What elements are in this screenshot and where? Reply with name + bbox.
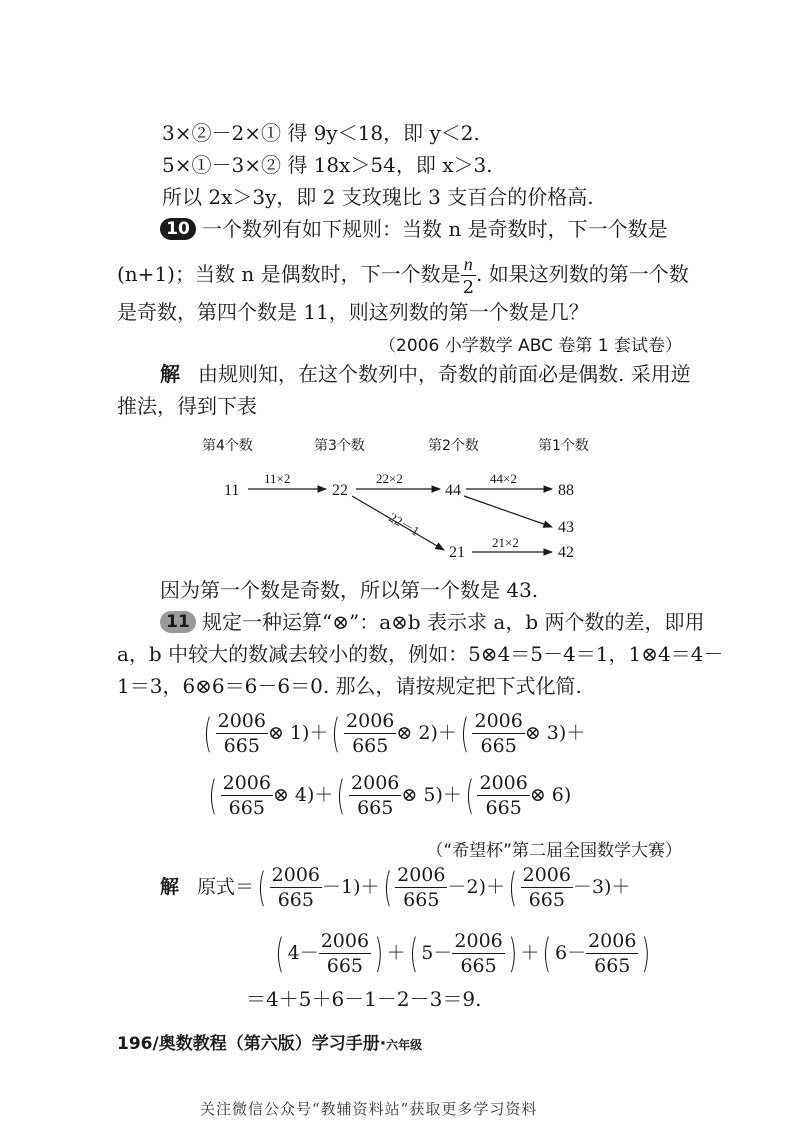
edge-label-21x2: 21×2 bbox=[492, 535, 519, 550]
problem-10-conclusion: 因为第一个数是奇数，所以第一个数是 43. bbox=[160, 578, 539, 602]
op-1: ⊗ 1)＋ bbox=[267, 722, 329, 744]
problem-10-text-2a: (n+1)；当数 n 是偶数时，下一个数是 bbox=[117, 262, 461, 286]
fraction-2006-665: $\frac{2006}{665}$ bbox=[346, 710, 395, 757]
fraction-2006-665: $\frac{2006}{665}$ bbox=[588, 930, 637, 977]
op-6: ⊗ 6) bbox=[529, 784, 572, 806]
node-22: 22 bbox=[332, 482, 348, 499]
fraction-denominator: 2 bbox=[462, 276, 475, 298]
equation-line-1: 3×②－2×① 得 9y＜18，即 y＜2. bbox=[162, 121, 480, 145]
problem-10-line-3: 是奇数，第四个数是 11，则这列数的第一个数是几？ bbox=[117, 300, 589, 324]
step1-term-1: －1)＋ bbox=[322, 876, 380, 898]
op-3: ⊗ 3)＋ bbox=[524, 722, 586, 744]
step2-term-2: 5－ bbox=[421, 942, 453, 964]
node-42: 42 bbox=[558, 544, 574, 561]
book-title: 奥数教程（第六版）学习手册· bbox=[158, 1034, 387, 1054]
page-footer bbox=[117, 1029, 422, 1054]
header-3rd: 第3个数 bbox=[314, 438, 365, 454]
edge-label-22-1: 22－1 bbox=[386, 509, 423, 539]
n-over-2-fraction bbox=[461, 255, 476, 297]
watermark: 关注微信公众号“教辅资料站”获取更多学习资料 bbox=[200, 1100, 538, 1118]
problem-11-line-2: a，b 中较大的数减去较小的数，例如：5⊗4＝5－4＝1，1⊗4＝4－ bbox=[117, 642, 724, 666]
problem-10-text-1: 一个数列有如下规则：当数 n 是奇数时，下一个数是 bbox=[202, 217, 668, 241]
reverse-sequence-diagram bbox=[190, 428, 610, 573]
conclusion-line: 所以 2x＞3y，即 2 支玫瑰比 3 支百合的价格高. bbox=[162, 185, 594, 209]
problem-10-source: （2006 小学数学 ABC 卷第 1 套试卷） bbox=[379, 336, 682, 356]
solution-label: 解 bbox=[160, 362, 180, 386]
fraction-2006-665: $\frac{2006}{665}$ bbox=[479, 772, 528, 819]
equation-line-2: 5×①－3×② 得 18x＞54，即 x＞3. bbox=[162, 153, 493, 177]
node-88: 88 bbox=[558, 482, 574, 499]
solution-final: ＝4＋5＋6－1－2－3＝9. bbox=[246, 987, 482, 1011]
fraction-2006-665: $\frac{2006}{665}$ bbox=[271, 864, 320, 911]
step2-term-1: 4－ bbox=[287, 942, 319, 964]
page-number: 196/ bbox=[117, 1034, 159, 1054]
fraction-2006-665: $\frac{2006}{665}$ bbox=[217, 710, 266, 757]
step1-term-3: －3)＋ bbox=[572, 876, 631, 898]
fraction-numerator: n bbox=[463, 253, 473, 274]
header-4th: 第4个数 bbox=[202, 438, 253, 454]
fraction-2006-665: $\frac{2006}{665}$ bbox=[522, 864, 571, 911]
node-44: 44 bbox=[445, 482, 461, 499]
node-21: 21 bbox=[449, 544, 465, 561]
expression-row-2: ( $\frac{2006}{665}$ ⊗ 4)＋( $\frac{2006}{665}$ ⊗ 5)＋( $\frac{2006}{665}$ ⊗ 6) bbox=[208, 772, 572, 819]
yuanshi-label: 原式＝ bbox=[197, 876, 255, 898]
node-11: 11 bbox=[224, 482, 240, 499]
solution-step-2: ( 4－ $\frac{2006}{665}$ ) ＋( 5－ $\frac{2006}{665}$ ) ＋( 6－ $\frac{2006}{665}$ ) bbox=[275, 930, 651, 977]
problem-11-source: （“希望杯”第二届全国数学大赛） bbox=[426, 841, 682, 861]
op-2: ⊗ 2)＋ bbox=[396, 722, 457, 744]
edge-label-22x2: 22×2 bbox=[376, 471, 403, 486]
fraction-2006-665: $\frac{2006}{665}$ bbox=[351, 772, 400, 819]
problem-10-solution-line-2: 推法，得到下表 bbox=[117, 394, 257, 418]
edge-label-44x2: 44×2 bbox=[490, 471, 517, 486]
fraction-2006-665: $\frac{2006}{665}$ bbox=[474, 710, 523, 757]
problem-11-badge: 11 bbox=[160, 611, 196, 633]
op-4: ⊗ 4)＋ bbox=[272, 784, 334, 806]
edge-label-11x2: 11×2 bbox=[264, 471, 291, 486]
fraction-2006-665: $\frac{2006}{665}$ bbox=[320, 930, 370, 977]
step1-term-2: －2)＋ bbox=[447, 876, 505, 898]
fraction-2006-665: $\frac{2006}{665}$ bbox=[454, 930, 503, 977]
fraction-2006-665: $\frac{2006}{665}$ bbox=[397, 864, 446, 911]
solution-step-1: 解 原式＝( $\frac{2006}{665}$ －1)＋( $\frac{2006}{665}$ －2)＋( $\frac{2006}{665}$ －3)＋ bbox=[160, 864, 631, 911]
node-43: 43 bbox=[558, 519, 574, 536]
header-2nd: 第2个数 bbox=[428, 438, 479, 454]
edge-44-43 bbox=[464, 496, 552, 527]
solution-text-1: 由规则知，在这个数列中，奇数的前面必是偶数. 采用逆 bbox=[198, 362, 691, 386]
solution-label: 解 bbox=[160, 876, 180, 898]
expression-row-1: ( $\frac{2006}{665}$ ⊗ 1)＋( $\frac{2006}{665}$ ⊗ 2)＋( $\frac{2006}{665}$ ⊗ 3)＋ bbox=[203, 710, 586, 757]
op-5: ⊗ 5)＋ bbox=[401, 784, 462, 806]
problem-10-line-2 bbox=[117, 252, 689, 297]
problem-10-line-1 bbox=[160, 215, 668, 243]
fraction-2006-665: $\frac{2006}{665}$ bbox=[222, 772, 271, 819]
problem-10-text-2b: . 如果这列数的第一个数 bbox=[476, 262, 689, 286]
problem-11-line-1 bbox=[160, 608, 705, 636]
problem-10-solution-line-1 bbox=[160, 360, 691, 388]
problem-11-line-3: 1＝3，6⊗6＝6－6＝0. 那么，请按规定把下式化简. bbox=[117, 674, 582, 698]
header-1st: 第1个数 bbox=[538, 438, 589, 454]
problem-11-text-1: 规定一种运算“⊗”：a⊗b 表示求 a，b 两个数的差，即用 bbox=[202, 610, 705, 634]
grade-label: 六年级 bbox=[386, 1038, 423, 1052]
step2-term-3: 6－ bbox=[554, 942, 587, 964]
problem-10-badge: 10 bbox=[160, 218, 196, 240]
